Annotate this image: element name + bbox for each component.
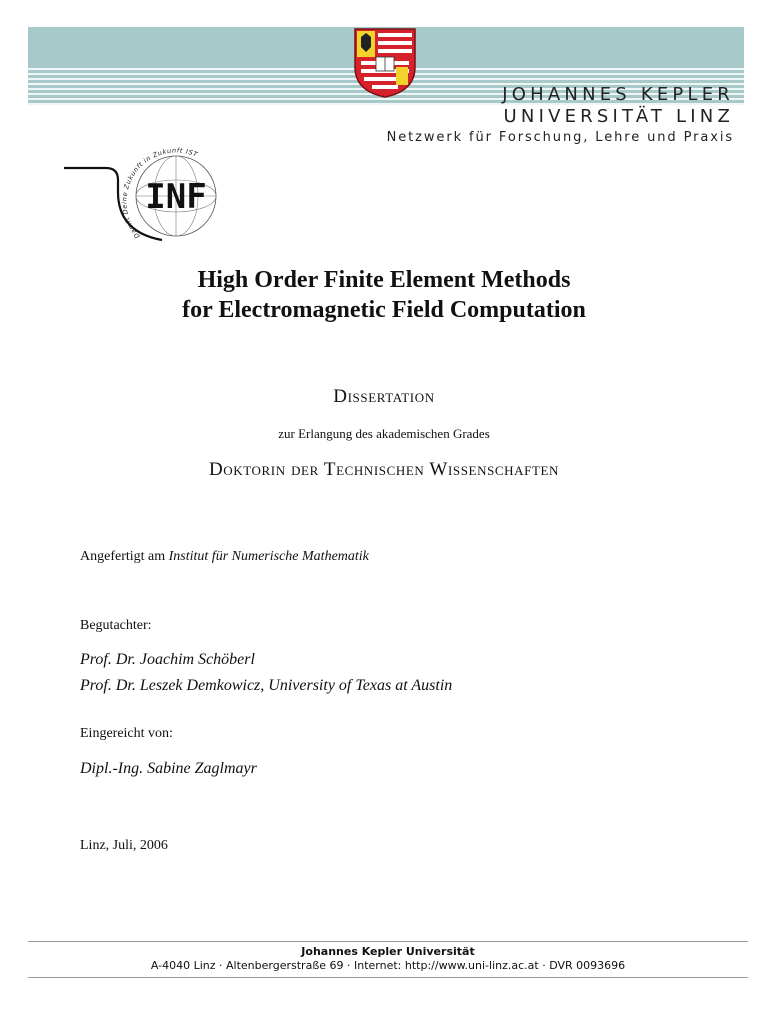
university-crest-icon	[352, 27, 418, 99]
reviewers-label: Begutachter:	[80, 618, 152, 633]
institute-prefix: Angefertigt am	[80, 549, 166, 564]
title-line-2: for Electromagnetic Field Computation	[182, 297, 586, 323]
university-name-line-1: JOHANNES KEPLER	[502, 84, 734, 105]
footer-divider-bottom	[28, 977, 748, 978]
reviewer-1: Prof. Dr. Joachim Schöberl	[80, 651, 255, 668]
footer-divider-top	[28, 941, 748, 942]
university-tagline: Netzwerk für Forschung, Lehre und Praxis	[386, 130, 734, 145]
inf-logo-letters: INF	[145, 177, 207, 217]
inf-logo-ring-text: Damit Deine Zukunft in Zukunft IST	[120, 146, 200, 240]
document-type: Dissertation	[333, 386, 435, 407]
university-name-line-2: UNIVERSITÄT LINZ	[503, 106, 734, 127]
institute-line	[80, 549, 369, 565]
title-line-1: High Order Finite Element Methods	[197, 267, 571, 293]
degree-intro: zur Erlangung des akademischen Grades	[278, 426, 490, 441]
footer-university-name: Johannes Kepler Universität	[301, 945, 475, 958]
author-name: Dipl.-Ing. Sabine Zaglmayr	[80, 760, 257, 777]
footer-address: A-4040 Linz · Altenbergerstraße 69 · Internet: http://www.uni-linz.ac.at · DVR 0093696	[150, 959, 626, 972]
inf-logo-icon	[62, 140, 252, 248]
institute-name: Institut für Numerische Mathematik	[168, 549, 369, 564]
reviewer-2: Prof. Dr. Leszek Demkowicz, University of Texas at Austin	[80, 677, 453, 694]
place-date: Linz, Juli, 2006	[80, 838, 168, 853]
degree-name: Doktorin der Technischen Wissenschaften	[208, 459, 560, 480]
submitted-by-label: Eingereicht von:	[80, 726, 173, 741]
